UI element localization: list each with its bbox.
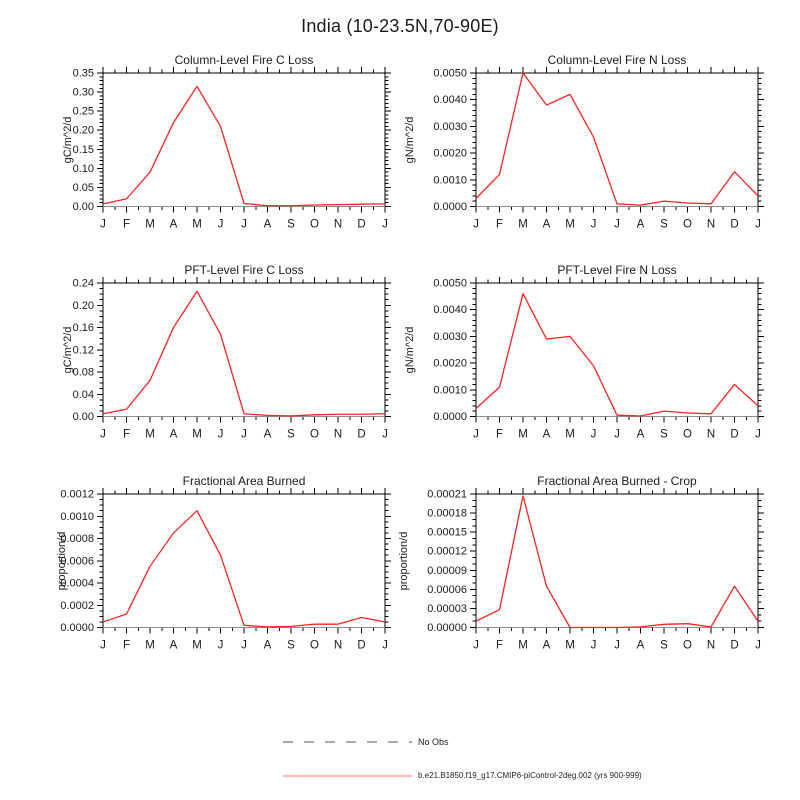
y-tick-label: 0.04	[72, 388, 94, 401]
x-tick-label: S	[660, 428, 668, 441]
x-tick-label: S	[287, 639, 295, 652]
x-tick-label: D	[730, 218, 739, 231]
panel-title-pft-fire-n-loss: PFT-Level Fire N Loss	[557, 263, 677, 277]
chart-panel-pft-fire-c-loss	[73, 277, 391, 441]
x-tick-label: A	[263, 428, 272, 441]
y-tick-label: 0.00012	[427, 545, 467, 558]
x-tick-label: J	[241, 218, 247, 231]
x-tick-label: D	[357, 428, 366, 441]
x-tick-label: M	[192, 428, 202, 441]
y-axis-label-4: gN/m^2/d	[404, 326, 416, 374]
y-tick-label: 0.00	[72, 411, 94, 423]
x-tick-label: D	[730, 639, 739, 652]
y-tick-label: 0.0000	[60, 622, 94, 634]
x-tick-label: M	[565, 428, 575, 441]
y-tick-label: 0.05	[72, 181, 94, 194]
x-tick-label: M	[192, 218, 202, 231]
chart-panel-column-fire-n-loss	[433, 67, 764, 231]
series-line-column-fire-n-loss	[476, 73, 758, 205]
y-tick-label: 0.0010	[433, 384, 467, 397]
y-axis-label-3: gC/m^2/d	[62, 326, 74, 374]
x-tick-label: J	[382, 639, 388, 652]
x-tick-label: M	[145, 639, 155, 652]
x-tick-label: A	[169, 639, 178, 652]
y-tick-label: 0.0050	[433, 67, 467, 80]
legend-no-obs-label: No Obs	[418, 737, 449, 747]
y-tick-label: 0.08	[72, 366, 94, 379]
x-tick-label: A	[542, 428, 551, 441]
x-tick-label: M	[145, 428, 155, 441]
series-line-pft-fire-n-loss	[476, 294, 758, 416]
page-title: India (10-23.5N,70-90E)	[301, 16, 499, 36]
y-tick-label: 0.0002	[60, 599, 94, 612]
x-tick-label: F	[122, 218, 131, 231]
x-tick-label: S	[660, 218, 668, 231]
x-tick-label: S	[287, 218, 295, 231]
panel-title-pft-fire-c-loss: PFT-Level Fire C Loss	[184, 263, 304, 277]
y-tick-label: 0.00000	[427, 622, 467, 634]
x-tick-label: A	[636, 218, 645, 231]
x-tick-label: J	[217, 639, 224, 652]
x-tick-label: O	[310, 218, 319, 231]
x-tick-label: N	[706, 218, 716, 231]
y-axis-label-1: gC/m^2/d	[62, 116, 74, 164]
x-tick-label: N	[333, 218, 343, 231]
x-tick-label: F	[495, 639, 504, 652]
x-tick-label: J	[614, 428, 620, 441]
y-tick-labels	[433, 68, 467, 214]
x-tick-label: D	[357, 218, 366, 231]
x-tick-label: O	[683, 428, 692, 441]
y-tick-label: 0.24	[72, 277, 94, 290]
x-tick-label: F	[495, 428, 504, 441]
x-tick-label: J	[382, 428, 388, 441]
x-axis-labels	[100, 219, 388, 231]
series-line-frac-area-burned-crop	[476, 496, 758, 628]
x-tick-label: S	[660, 639, 668, 652]
y-tick-labels	[73, 278, 94, 424]
y-tick-label: 0.0006	[60, 555, 94, 568]
y-axis-label-2: gN/m^2/d	[404, 116, 416, 164]
chart-panel-frac-area-burned	[60, 488, 391, 652]
x-axis-labels	[100, 429, 388, 441]
y-tick-label: 0.00006	[427, 583, 467, 596]
y-tick-labels	[60, 489, 94, 635]
panel-title-column-fire-n-loss: Column-Level Fire N Loss	[547, 53, 687, 67]
x-tick-label: S	[287, 428, 295, 441]
series-line-column-fire-c-loss	[103, 86, 385, 205]
y-tick-label: 0.0012	[60, 488, 94, 501]
y-tick-label: 0.00003	[427, 602, 467, 615]
x-tick-label: O	[683, 639, 692, 652]
x-tick-label: J	[100, 218, 106, 231]
x-tick-label: M	[518, 218, 528, 231]
y-tick-label: 0.00	[72, 201, 94, 213]
axes	[97, 488, 391, 634]
x-tick-label: F	[495, 218, 504, 231]
panel-title-frac-area-burned: Fractional Area Burned	[182, 474, 306, 488]
x-tick-label: J	[473, 218, 479, 231]
y-tick-labels	[427, 489, 467, 635]
x-axis-labels	[473, 640, 761, 652]
x-tick-label: F	[122, 428, 131, 441]
x-tick-label: M	[565, 218, 575, 231]
x-tick-label: A	[636, 428, 645, 441]
x-tick-label: M	[518, 639, 528, 652]
x-tick-label: J	[217, 218, 224, 231]
y-tick-label: 0.00018	[427, 507, 467, 520]
axes	[97, 67, 391, 213]
y-tick-label: 0.16	[72, 322, 94, 334]
x-tick-label: D	[730, 428, 739, 441]
x-tick-label: J	[473, 428, 479, 441]
x-tick-label: A	[169, 218, 178, 231]
y-tick-label: 0.0008	[60, 533, 94, 545]
x-tick-label: M	[145, 218, 155, 231]
x-tick-label: F	[122, 639, 131, 652]
x-tick-label: J	[382, 218, 388, 231]
x-tick-label: N	[706, 428, 716, 441]
x-tick-label: J	[473, 639, 479, 652]
y-tick-label: 0.12	[72, 344, 94, 357]
chart-panel-column-fire-c-loss	[73, 67, 391, 231]
y-tick-label: 0.0000	[433, 411, 467, 423]
y-tick-label: 0.0004	[60, 577, 94, 590]
y-tick-label: 0.25	[72, 105, 94, 118]
y-tick-labels	[433, 278, 467, 424]
x-tick-label: A	[636, 639, 645, 652]
y-tick-label: 0.0000	[433, 201, 467, 213]
x-tick-label: A	[542, 639, 551, 652]
x-tick-label: J	[614, 639, 620, 652]
x-axis-labels	[473, 429, 761, 441]
series-line-pft-fire-c-loss	[103, 291, 385, 416]
chart-panel-frac-area-burned-crop	[427, 488, 764, 652]
y-tick-label: 0.15	[72, 143, 94, 156]
y-tick-label: 0.0030	[433, 330, 467, 343]
x-tick-label: J	[755, 218, 761, 231]
legend	[283, 742, 412, 776]
y-tick-labels	[73, 68, 94, 214]
x-tick-label: J	[241, 428, 247, 441]
y-tick-label: 0.35	[72, 67, 94, 80]
x-tick-label: A	[263, 639, 272, 652]
x-tick-label: J	[755, 639, 761, 652]
x-tick-label: N	[333, 639, 343, 652]
legend-case-label: b.e21.B1850.f19_g17.CMIP6-piControl-2deg.002 (yrs 900-999)	[418, 771, 642, 780]
x-tick-label: N	[333, 428, 343, 441]
y-tick-label: 0.0040	[433, 304, 467, 317]
x-tick-label: J	[755, 428, 761, 441]
x-tick-label: J	[590, 428, 597, 441]
x-tick-label: J	[590, 218, 597, 231]
y-tick-label: 0.0030	[433, 120, 467, 133]
x-axis-labels	[100, 640, 388, 652]
series-line-frac-area-burned	[103, 511, 385, 627]
panel-title-frac-area-burned-crop: Fractional Area Burned - Crop	[537, 474, 697, 488]
y-tick-label: 0.0010	[60, 510, 94, 523]
x-tick-label: M	[565, 639, 575, 652]
x-tick-label: O	[683, 218, 692, 231]
y-axis-label-6: proportion/d	[398, 531, 410, 591]
x-tick-label: N	[706, 639, 716, 652]
y-tick-label: 0.00021	[427, 488, 467, 501]
x-axis-labels	[473, 219, 761, 231]
chart-panel-pft-fire-n-loss	[433, 277, 764, 441]
y-tick-label: 0.10	[72, 162, 94, 175]
y-tick-label: 0.0020	[433, 357, 467, 370]
x-tick-label: M	[518, 428, 528, 441]
panel-title-column-fire-c-loss: Column-Level Fire C Loss	[174, 53, 314, 67]
y-tick-label: 0.0020	[433, 147, 467, 160]
x-tick-label: A	[542, 218, 551, 231]
x-tick-label: J	[100, 639, 106, 652]
x-tick-label: A	[263, 218, 272, 231]
axes	[97, 277, 391, 423]
y-tick-label: 0.00009	[427, 564, 467, 577]
x-tick-label: J	[241, 639, 247, 652]
y-tick-label: 0.00015	[427, 526, 467, 539]
x-tick-label: O	[310, 428, 319, 441]
y-tick-label: 0.0040	[433, 94, 467, 107]
axes	[470, 277, 764, 423]
y-tick-label: 0.0010	[433, 174, 467, 187]
x-tick-label: M	[192, 639, 202, 652]
x-tick-label: J	[614, 218, 620, 231]
y-tick-label: 0.20	[72, 299, 94, 312]
x-tick-label: O	[310, 639, 319, 652]
y-tick-label: 0.20	[72, 124, 94, 137]
y-tick-label: 0.30	[72, 86, 94, 99]
x-tick-label: J	[217, 428, 224, 441]
x-tick-label: A	[169, 428, 178, 441]
x-tick-label: J	[100, 428, 106, 441]
x-tick-label: J	[590, 639, 597, 652]
y-axis-label-5: proportion/d	[56, 531, 68, 591]
x-tick-label: D	[357, 639, 366, 652]
y-tick-label: 0.0050	[433, 277, 467, 290]
